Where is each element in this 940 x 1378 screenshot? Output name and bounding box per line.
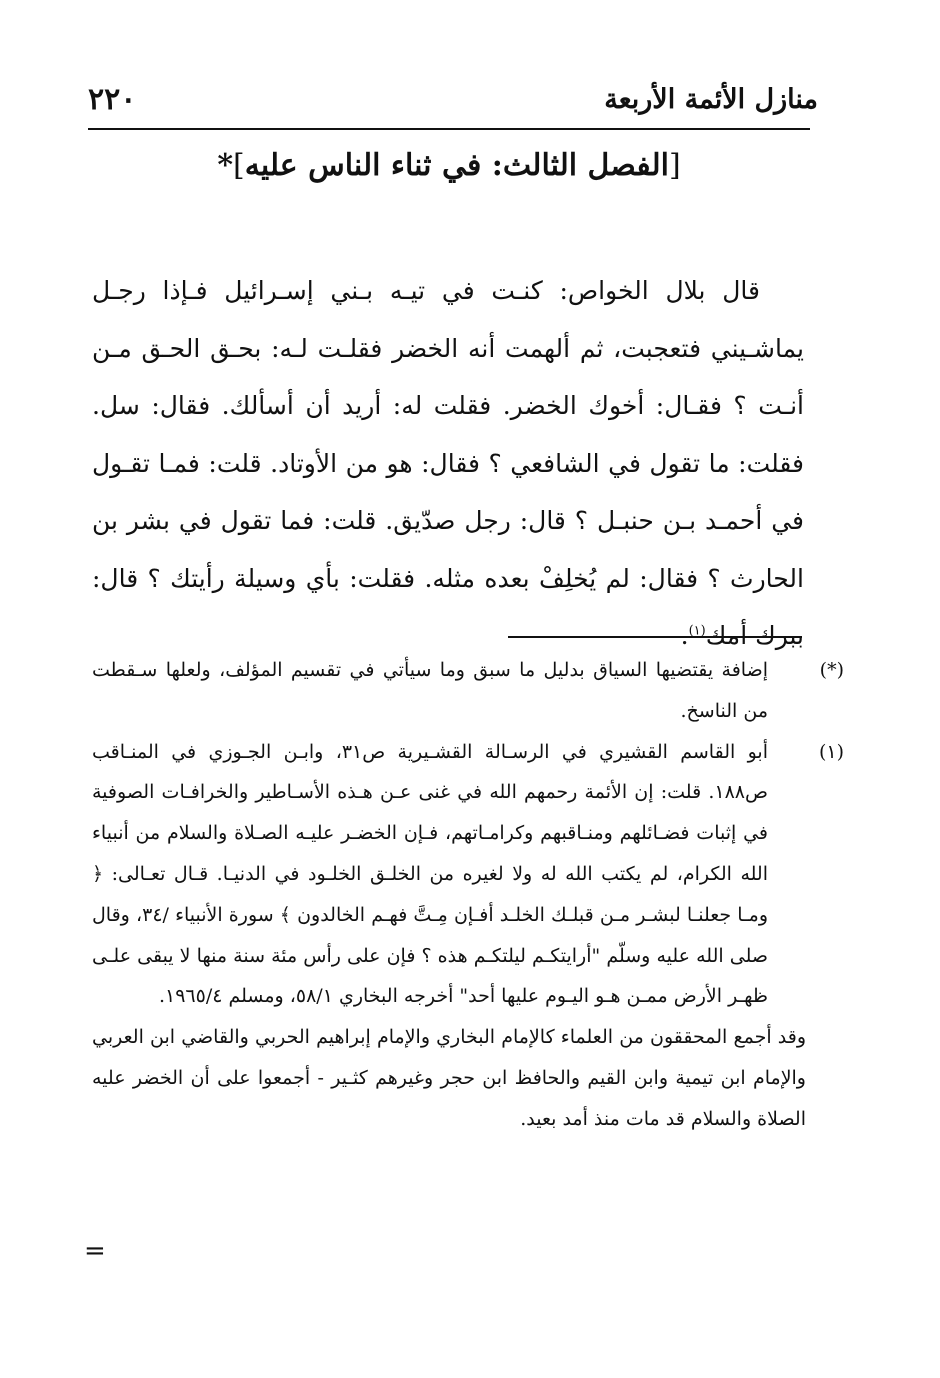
footnote-1-continued: وقد أجمع المحققون من العلماء كالإمام البخاري والإمام إبراهيم الحربي والقاضي ابن العربي والإمام ابن تيمية وابن القيم والحافظ ابن حجر وغيرهم كثـير - أجمعوا على أن الخضر عليه الصلاة والسلام قد مات منذ أمد بعيد. bbox=[92, 1026, 806, 1130]
paragraph-text: قال بلال الخواص: كنـت في تيـه بـني إسـرائيل فـإذا رجـل يماشـيني فتعجبت، ثم ألهمت أنه الخضر فقلـت لـه: بحـق الحـق مـن أنـت ؟ فقـال: أخوك الخضر. فقلت له: أريد أن أسألك. فقال: سل. فقلت: ما تقول في الشافعي ؟ فقال: هو من الأوتاد. قلت: فمـا تقـول في أحمـد بـن حنبـل ؟ قال: رجل صدّيق. قلت: فما تقول في بشر بن الحارث ؟ فقال: لم يُخلِفْ بعده مثله. فقلت: بأي وسيلة رأيتك ؟ قال: ببرك أمك bbox=[92, 276, 804, 650]
paragraph-end: . bbox=[680, 621, 689, 650]
footnote-star bbox=[92, 650, 844, 732]
footnote-1 bbox=[92, 732, 844, 1018]
footnote-1-text: أبو القاسم القشيري في الرسـالة القشـيرية ص٣١، وابـن الجـوزي في المنـاقب ص١٨٨. قلت: إن الأئمة رحمهم الله في غنى عـن هـذه الأسـاطير والخرافـات الصوفية في إثبات فضـائلهم ومنـاقبهم وكرامـاتهم، فـإن الخضـر عليـه الصـلاة والسلام من أنبياء الله الكرام، لم يكتب الله له ولا لغيره من الخلـق الخلـود في الدنيـا. قـال تعـالى: ﴿ ومـا جعلنـا لبشـر مـن قبلـك الخلـد أفـإن مِـتَّ فهـم الخالدون ﴾ سورة الأنبياء /٣٤، وقال صلى الله عليه وسلّم "أرايتكـم ليلتكـم هذه ؟ فإن على رأس مئة سنة منها لا يبقى علـى ظهـر الأرض ممـن هـو اليـوم عليها أحد" أخرجه البخاري ٥٨/١، ومسلم ١٩٦٥/٤. bbox=[92, 740, 768, 1008]
chapter-open-bracket: [ bbox=[668, 148, 681, 183]
footnote-star-marker: (*) bbox=[819, 659, 844, 681]
chapter-close-bracket: ] bbox=[233, 148, 245, 183]
footnote-1-marker: (١) bbox=[818, 740, 844, 763]
chapter-title bbox=[88, 148, 810, 183]
footnote-ref: (١) bbox=[688, 623, 706, 639]
chapter-star: * bbox=[217, 148, 234, 183]
body-text bbox=[92, 262, 804, 665]
footnote-rule bbox=[508, 636, 802, 638]
main-paragraph bbox=[92, 262, 804, 665]
header-rule bbox=[88, 128, 810, 130]
running-header bbox=[88, 84, 818, 124]
chapter-title-text: الفصل الثالث: في ثناء الناس عليه bbox=[244, 148, 669, 183]
footnotes bbox=[92, 650, 844, 1140]
continuation-mark: = bbox=[84, 1236, 106, 1266]
page-number: ٢٢٠ bbox=[88, 82, 137, 117]
footnote-star-text: إضافة يقتضيها السياق بدليل ما سبق وما سيأتي في تقسيم المؤلف، ولعلها سـقطت من الناسخ. bbox=[92, 659, 768, 722]
running-title: منازل الأئمة الأربعة bbox=[604, 84, 818, 115]
